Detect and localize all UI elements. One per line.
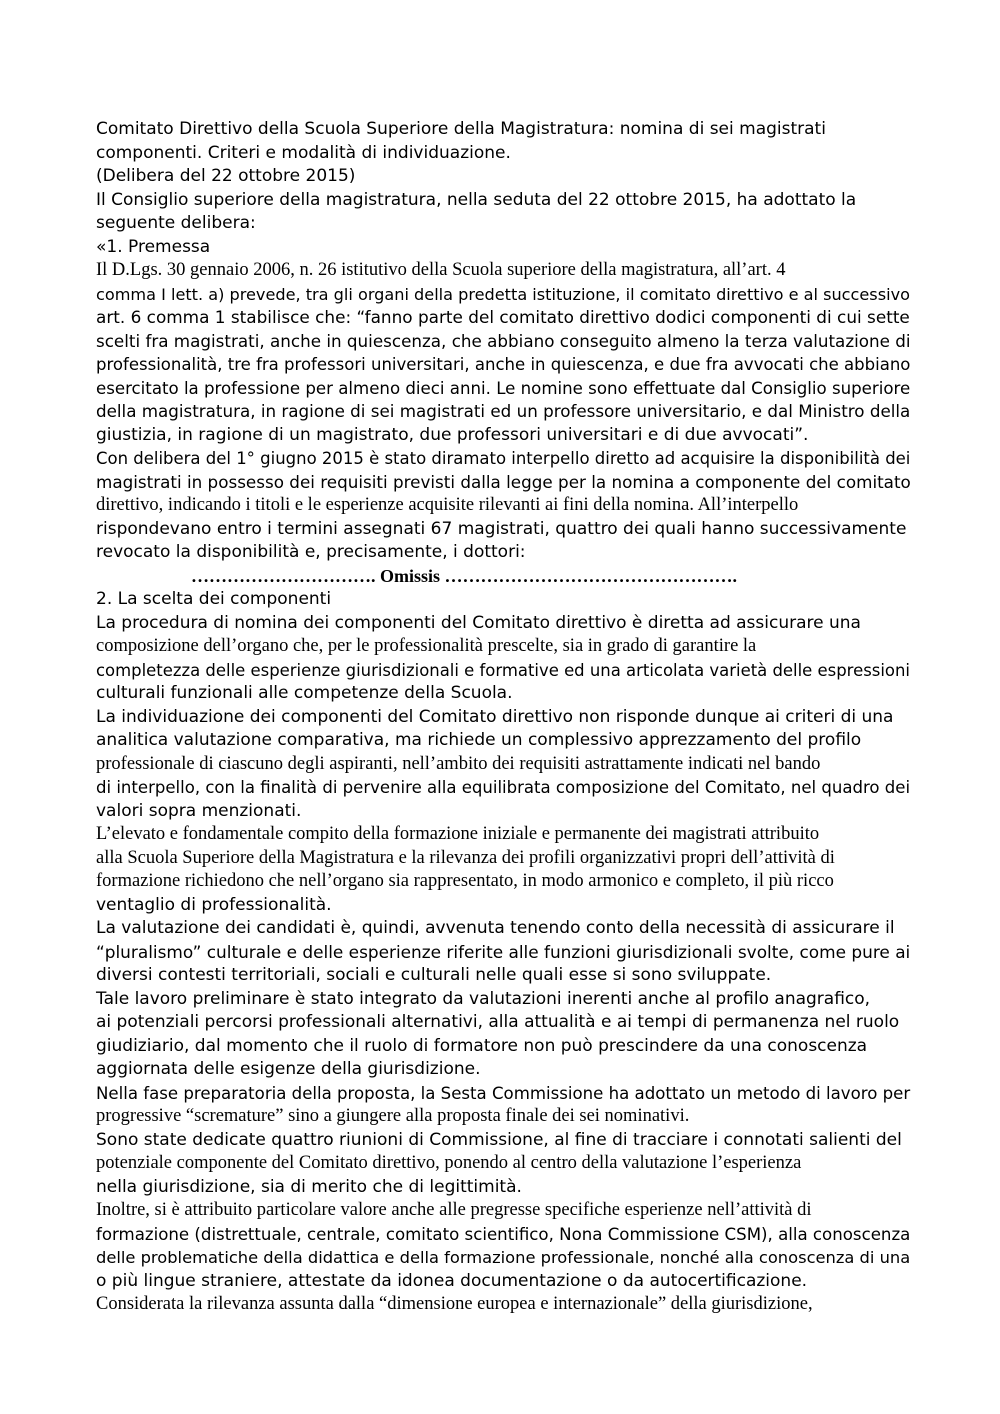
text-line: La individuazione dei componenti del Comitato direttivo non risponde dunque ai criteri di una — [96, 706, 894, 727]
text-line: professionale di ciascuno degli aspiranti, nell’ambito dei requisiti astrattamente indicati nel bando — [96, 753, 821, 774]
text-line: seguente delibera: — [96, 213, 256, 233]
text-line: rispondevano entro i termini assegnati 67 magistrati, quattro dei quali hanno successivamente — [96, 518, 907, 539]
text-line: comma I lett. a) prevede, tra gli organi della predetta istituzione, il comitato direttivo e al successivo — [96, 284, 910, 304]
text-line: culturali funzionali alle competenze della Scuola. — [96, 683, 513, 703]
text-line: (Delibera del 22 ottobre 2015) — [96, 166, 356, 186]
text-line: progressive “scremature” sino a giungere alla proposta finale dei sei nominativi. — [96, 1106, 690, 1126]
text-line: nella giurisdizione, sia di merito che di legittimità. — [96, 1176, 522, 1197]
text-line: art. 6 comma 1 stabilisce che: “fanno parte del comitato direttivo dodici componenti di cui sette — [96, 307, 910, 327]
text-line: giustizia, in ragione di un magistrato, due professori universitari e di due avvocati”. — [96, 424, 809, 445]
document-body — [96, 118, 911, 1317]
text-line: scelti fra magistrati, anche in quiescenza, che abbiano conseguito almeno la terza valutazione di — [96, 330, 911, 351]
text-line: o più lingue straniere, attestate da idonea documentazione o da autocertificazione. — [96, 1270, 808, 1291]
text-line: professionalità, tre fra professori universitari, anche in quiescenza, e due fra avvocati che abbiano — [96, 355, 911, 374]
text-line: «1. Premessa — [96, 236, 211, 257]
document-page — [96, 118, 911, 1317]
text-line: completezza delle esperienze giurisdizionali e formative ed una articolata varietà delle espressioni — [96, 660, 910, 680]
text-line: Il D.Lgs. 30 gennaio 2006, n. 26 istitutivo della Scuola superiore della magistratura, all’art. 4 — [96, 260, 786, 280]
text-line: delle problematiche della didattica e della formazione professionale, nonché alla conoscenza di una — [96, 1248, 911, 1267]
text-line: composizione dell’organo che, per le professionalità prescelte, sia in grado di garantire la — [96, 636, 757, 656]
omissis-separator: …………………………. Omissis …………………………………………. — [191, 565, 738, 586]
text-line: diversi contesti territoriali, sociali e culturali nelle quali esse si sono sviluppate. — [96, 965, 772, 985]
text-line: magistrati in possesso dei requisiti previsti dalla legge per la nomina a componente del comitato — [96, 471, 911, 492]
text-line: Sono state dedicate quattro riunioni di Commissione, al fine di tracciare i connotati salienti del — [96, 1129, 902, 1150]
text-line: formazione richiedono che nell’organo sia rappresentato, in modo armonico e completo, il più ricco — [96, 871, 834, 891]
text-line: valori sopra menzionati. — [96, 800, 302, 821]
text-line: formazione (distrettuale, centrale, comitato scientifico, Nona Commissione CSM), alla conoscenza — [96, 1224, 911, 1244]
text-line: Comitato Direttivo della Scuola Superiore della Magistratura: nomina di sei magistrati — [96, 119, 826, 139]
text-line: “pluralismo” culturale e delle esperienze riferite alle funzioni giurisdizionali svolte, come pure ai — [96, 941, 911, 962]
text-line: della magistratura, in ragione di sei magistrati ed un professore universitario, e dal Ministro della — [96, 401, 911, 421]
text-line: Con delibera del 1° giugno 2015 è stato diramato interpello diretto ad acquisire la disponibilità dei — [96, 449, 911, 468]
text-line: aggiornata delle esigenze della giurisdizione. — [96, 1059, 481, 1079]
text-line: Inoltre, si è attribuito particolare valore anche alle pregresse specifiche esperienze nell’attività di — [96, 1200, 812, 1220]
text-line: alla Scuola Superiore della Magistratura e la rilevanza dei profili organizzativi propri dell’attività di — [96, 847, 835, 868]
text-line: giudiziario, dal momento che il ruolo di formatore non può prescindere da una conoscenza — [96, 1035, 868, 1056]
text-line: La valutazione dei candidati è, quindi, avvenuta tenendo conto della necessità di assicurare il — [96, 918, 895, 938]
text-line: potenziale componente del Comitato direttivo, ponendo al centro della valutazione l’esperienza — [96, 1153, 802, 1173]
text-line: Tale lavoro preliminare è stato integrato da valutazioni inerenti anche al profilo anagrafico, — [96, 988, 871, 1009]
text-line: componenti. Criteri e modalità di individuazione. — [96, 142, 511, 163]
text-line: direttivo, indicando i titoli e le esperienze acquisite rilevanti ai fini della nomina. All’interpello — [96, 495, 799, 515]
text-line: Nella fase preparatoria della proposta, la Sesta Commissione ha adottato un metodo di lavoro per — [96, 1083, 911, 1103]
text-line: L’elevato e fondamentale compito della formazione iniziale e permanente dei magistrati attribuito — [96, 824, 820, 844]
text-line: ventaglio di professionalità. — [96, 894, 332, 915]
text-line: Considerata la rilevanza assunta dalla “dimensione europea e internazionale” della giurisdizione, — [96, 1294, 813, 1314]
text-line: Il Consiglio superiore della magistratura, nella seduta del 22 ottobre 2015, ha adottato la — [96, 189, 857, 210]
text-line: La procedura di nomina dei componenti del Comitato direttivo è diretta ad assicurare una — [96, 612, 861, 633]
text-line: analitica valutazione comparativa, ma richiede un complessivo apprezzamento del profilo — [96, 730, 862, 750]
text-line: esercitato la professione per almeno dieci anni. Le nomine sono effettuate dal Consiglio superiore — [96, 378, 911, 398]
text-line: revocato la disponibilità e, precisamente, i dottori: — [96, 542, 526, 562]
text-line: di interpello, con la finalità di pervenire alla equilibrata composizione del Comitato, nel quadro dei — [96, 778, 911, 797]
text-line: ai potenziali percorsi professionali alternativi, alla attualità e ai tempi di permanenza nel ruolo — [96, 1012, 900, 1032]
text-line: 2. La scelta dei componenti — [96, 589, 332, 609]
